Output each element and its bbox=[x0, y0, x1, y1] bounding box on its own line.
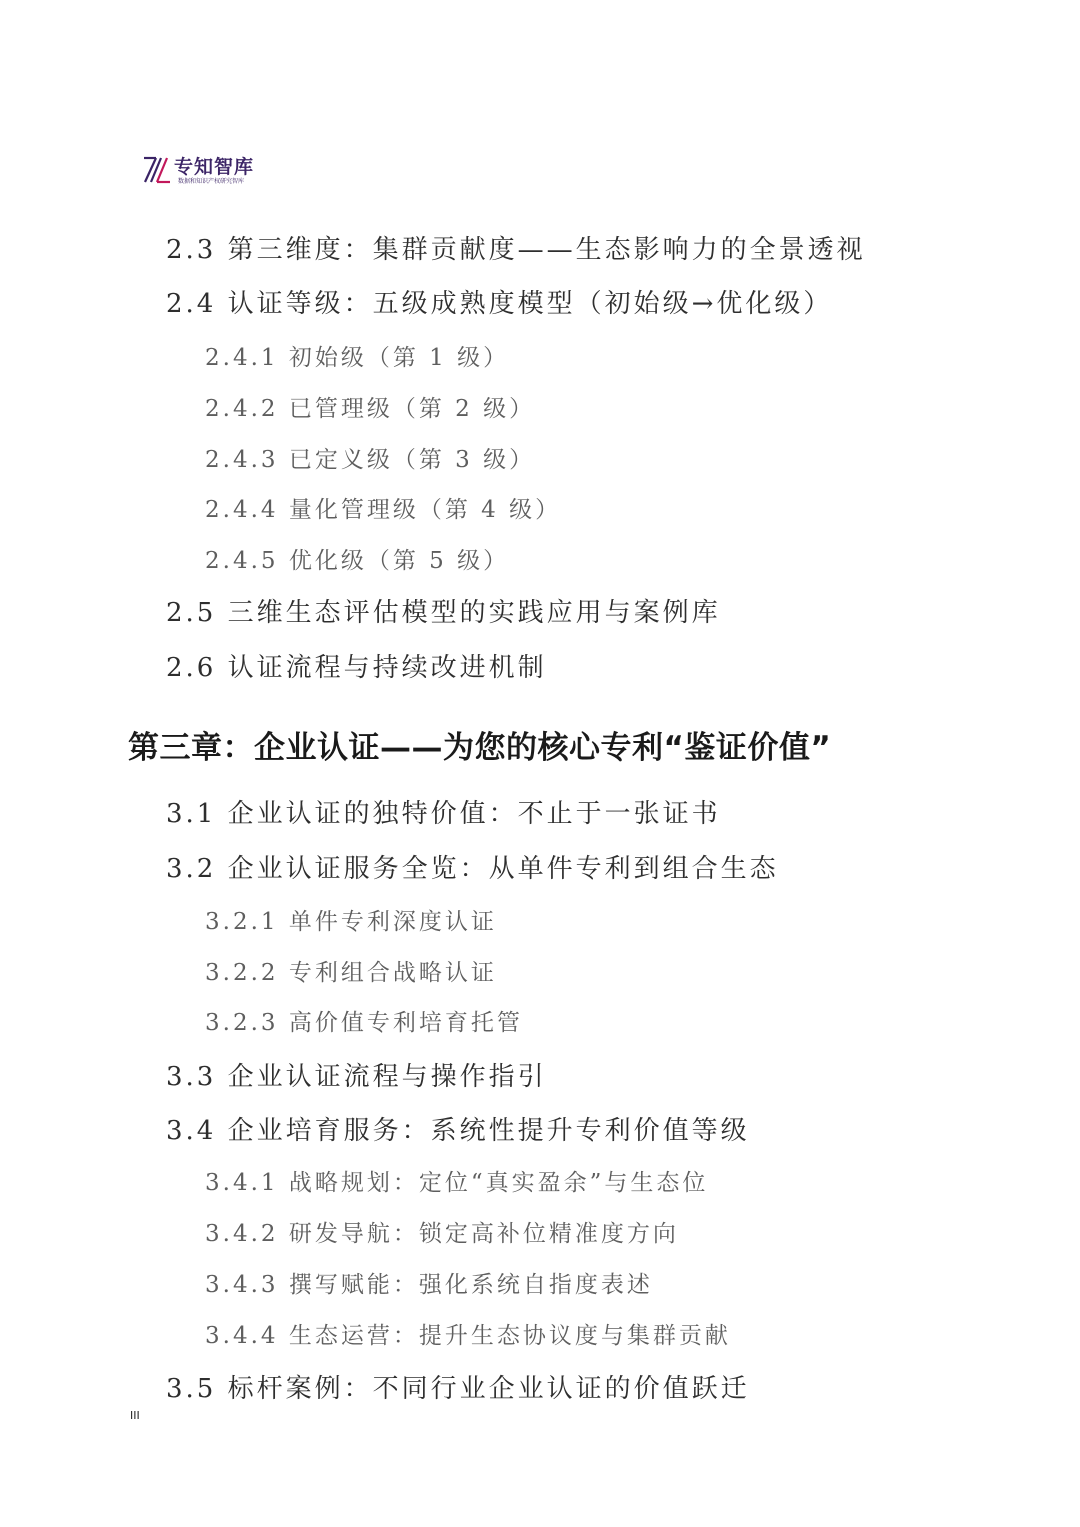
toc-entry-3-2[interactable] bbox=[166, 848, 779, 885]
toc-title: 认证等级：五级成熟度模型（初始级→优化级） bbox=[227, 289, 833, 319]
logo-subtitle: 数据和知识产权研究智库 bbox=[178, 178, 245, 185]
brand-logo bbox=[142, 152, 272, 188]
toc-entry-3-2-3[interactable] bbox=[205, 1004, 523, 1037]
toc-entry-3-5[interactable] bbox=[166, 1368, 750, 1405]
toc-entry-2-5[interactable] bbox=[166, 592, 721, 629]
toc-title: 量化管理级（第 4 级） bbox=[288, 497, 562, 523]
toc-number: 3.2.2 bbox=[205, 960, 279, 986]
toc-title: 专利组合战略认证 bbox=[288, 960, 497, 986]
toc-number: 2.4.4 bbox=[205, 497, 279, 523]
toc-number: 2.6 bbox=[166, 653, 217, 683]
toc-entry-3-4-4[interactable] bbox=[205, 1317, 731, 1350]
toc-entry-2-3[interactable] bbox=[166, 229, 866, 266]
toc-number: 3.1 bbox=[166, 799, 217, 829]
toc-number: 3.2.1 bbox=[205, 909, 279, 935]
toc-entry-3-2-1[interactable] bbox=[205, 903, 497, 936]
toc-entry-3-4[interactable] bbox=[166, 1110, 750, 1147]
toc-entry-2-4-4[interactable] bbox=[205, 491, 561, 524]
toc-entry-3-2-2[interactable] bbox=[205, 954, 497, 987]
toc-number: 3.4.3 bbox=[205, 1272, 279, 1298]
toc-title: 撰写赋能：强化系统自指度表述 bbox=[288, 1272, 653, 1298]
toc-number: 2.4.2 bbox=[205, 396, 279, 422]
toc-number: 3.3 bbox=[166, 1062, 217, 1092]
toc-title: 企业认证服务全览：从单件专利到组合生态 bbox=[227, 854, 779, 884]
toc-title: 企业培育服务：系统性提升专利价值等级 bbox=[227, 1116, 750, 1146]
toc-number: 3.4.1 bbox=[205, 1170, 279, 1196]
toc-title: 标杆案例：不同行业企业认证的价值跃迁 bbox=[227, 1374, 750, 1404]
toc-title: 已定义级（第 3 级） bbox=[288, 447, 536, 473]
toc-entry-2-4-5[interactable] bbox=[205, 542, 509, 575]
toc-title: 企业认证流程与操作指引 bbox=[227, 1062, 547, 1092]
toc-number: 2.5 bbox=[166, 598, 217, 628]
chapter-heading[interactable]: 第三章：企业认证——为您的核心专利“鉴证价值” bbox=[128, 730, 832, 766]
toc-entry-3-4-3[interactable] bbox=[205, 1266, 653, 1299]
toc-title: 第三维度：集群贡献度——生态影响力的全景透视 bbox=[227, 235, 866, 265]
toc-number: 2.4.3 bbox=[205, 447, 279, 473]
toc-number: 3.4.4 bbox=[205, 1323, 279, 1349]
toc-title: 高价值专利培育托管 bbox=[288, 1010, 523, 1036]
toc-title: 初始级（第 1 级） bbox=[288, 345, 510, 371]
toc-title: 优化级（第 5 级） bbox=[288, 548, 510, 574]
toc-entry-2-4-1[interactable] bbox=[205, 339, 509, 372]
toc-number: 2.4.5 bbox=[205, 548, 279, 574]
toc-number: 2.3 bbox=[166, 235, 217, 265]
toc-entry-3-1[interactable] bbox=[166, 793, 721, 830]
toc-title: 生态运营：提升生态协议度与集群贡献 bbox=[288, 1323, 731, 1349]
zl-logo-icon bbox=[142, 154, 172, 184]
toc-title: 三维生态评估模型的实践应用与案例库 bbox=[227, 598, 721, 628]
toc-entry-2-6[interactable] bbox=[166, 647, 547, 684]
toc-number: 3.2 bbox=[166, 854, 217, 884]
toc-entry-3-4-2[interactable] bbox=[205, 1215, 679, 1248]
toc-entry-2-4-3[interactable] bbox=[205, 441, 535, 474]
toc-entry-3-4-1[interactable] bbox=[205, 1164, 708, 1197]
toc-title: 已管理级（第 2 级） bbox=[288, 396, 536, 422]
toc-number: 3.5 bbox=[166, 1374, 217, 1404]
toc-title: 研发导航：锁定高补位精准度方向 bbox=[288, 1221, 679, 1247]
toc-title: 认证流程与持续改进机制 bbox=[227, 653, 547, 683]
toc-number: 3.4 bbox=[166, 1116, 217, 1146]
toc-entry-3-3[interactable] bbox=[166, 1056, 547, 1093]
toc-number: 2.4.1 bbox=[205, 345, 279, 371]
page-number: III bbox=[130, 1409, 140, 1422]
toc-number: 3.4.2 bbox=[205, 1221, 279, 1247]
toc-entry-2-4[interactable] bbox=[166, 283, 832, 320]
toc-title: 战略规划：定位“真实盈余”与生态位 bbox=[288, 1170, 709, 1196]
toc-number: 2.4 bbox=[166, 289, 217, 319]
logo-name: 专知智库 bbox=[174, 156, 255, 178]
toc-number: 3.2.3 bbox=[205, 1010, 279, 1036]
toc-title: 单件专利深度认证 bbox=[288, 909, 497, 935]
toc-title: 企业认证的独特价值：不止于一张证书 bbox=[227, 799, 721, 829]
toc-entry-2-4-2[interactable] bbox=[205, 390, 535, 423]
